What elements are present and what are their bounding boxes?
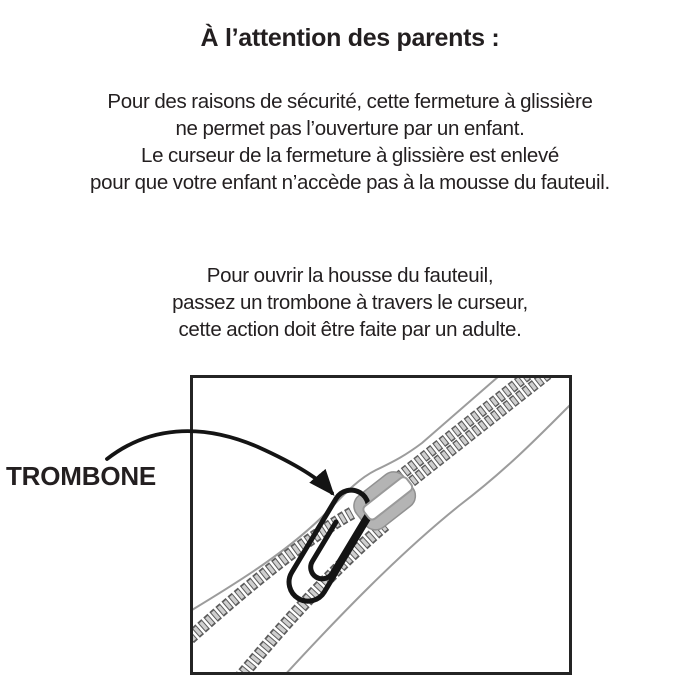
- trombone-label: TROMBONE: [6, 461, 157, 491]
- intro-paragraph: [0, 88, 700, 196]
- instruction-line: passez un trombone à travers le curseur,: [172, 291, 528, 314]
- intro-line: ne permet pas l’ouverture par un enfant.: [175, 117, 525, 140]
- zipper-diagram: [0, 370, 700, 700]
- instruction-line: Pour ouvrir la housse du fauteuil,: [206, 264, 494, 287]
- instruction-line: cette action doit être faite par un adulte.: [178, 318, 522, 341]
- intro-line: Pour des raisons de sécurité, cette fermeture à glissière: [107, 90, 593, 113]
- instruction-paragraph: [0, 262, 700, 343]
- zipper-teeth-closed-row2-fill: [385, 370, 555, 487]
- intro-line: pour que votre enfant n’accède pas à la mousse du fauteuil.: [90, 171, 610, 194]
- intro-line: Le curseur de la fermeture à glissière est enlevé: [140, 144, 560, 167]
- zipper-teeth-closed-row2: [385, 370, 555, 487]
- notice-title: À l’attention des parents :: [200, 24, 500, 52]
- trombone-arrow: [107, 431, 332, 493]
